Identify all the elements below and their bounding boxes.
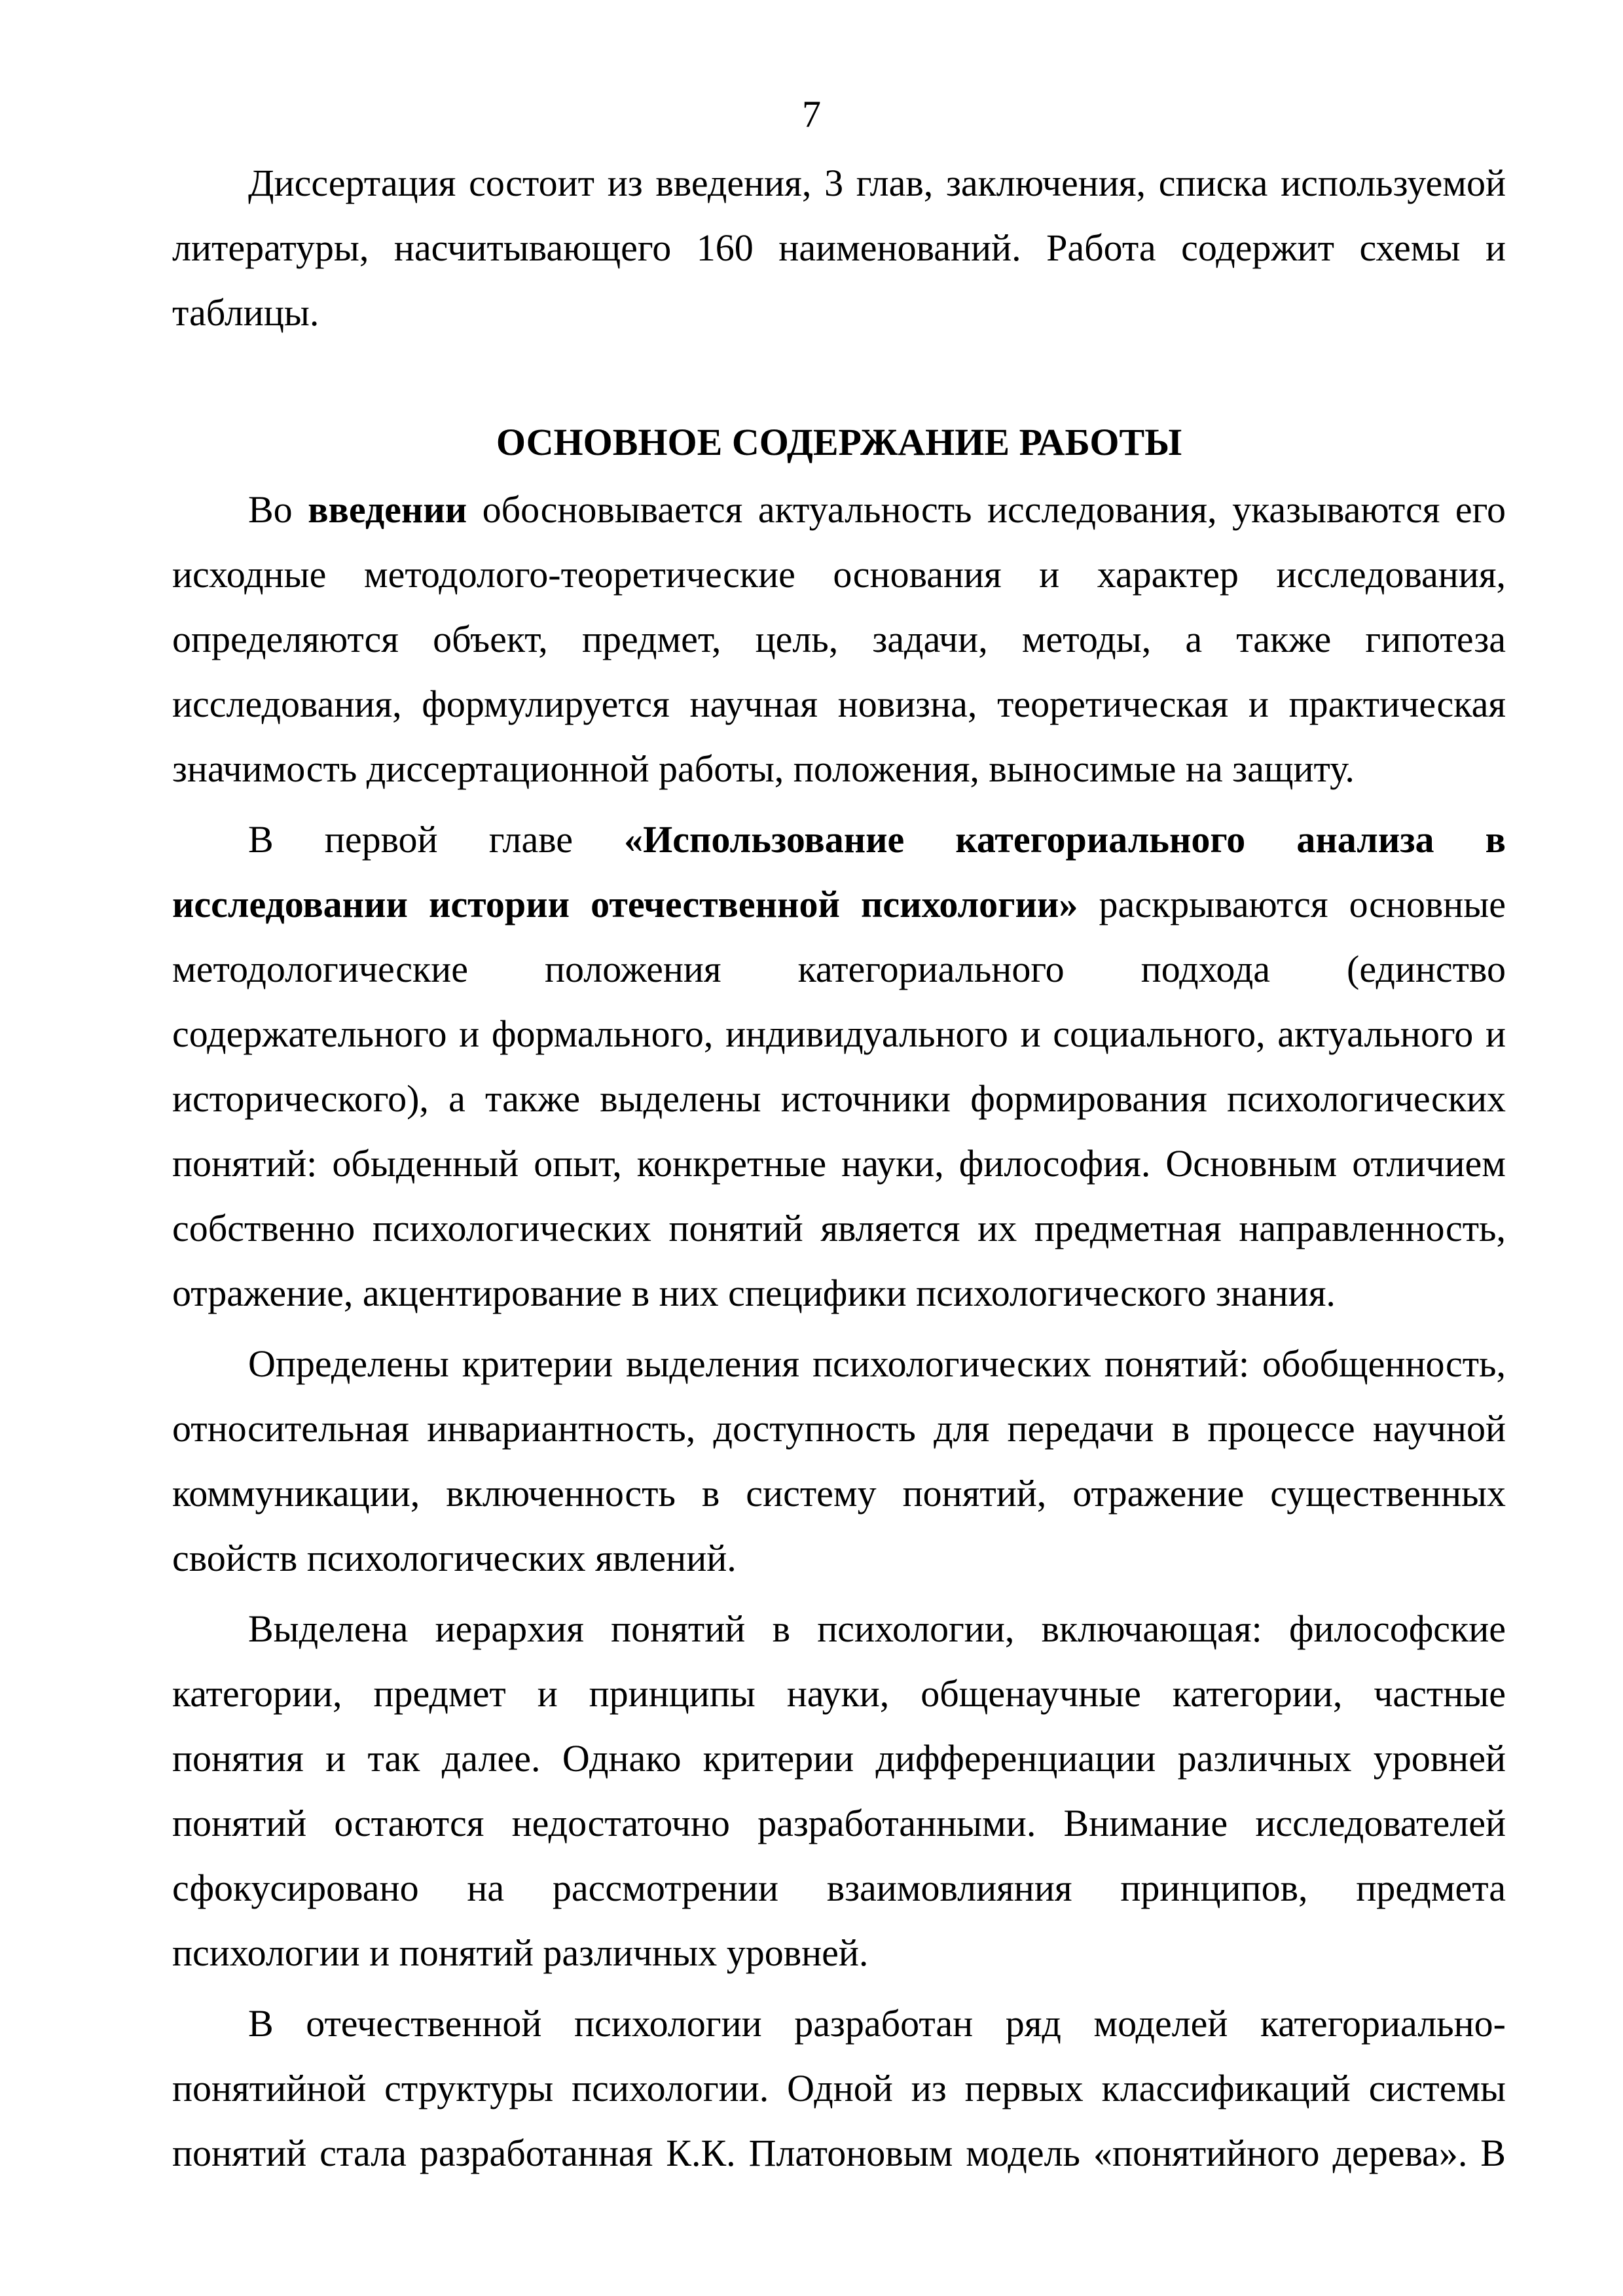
page-number: 7 (802, 93, 821, 135)
text-line (172, 1596, 1506, 1661)
text-line (172, 937, 1506, 1001)
text-segment: литературы, насчитывающего 160 наименований. Работа содержит схемы и (172, 226, 1506, 269)
text-segment: понятия и так далее. Однако критерии дифференциации различных уровней (172, 1737, 1506, 1780)
text-segment: понятийной структуры психологии. Одной из первых классификаций системы (172, 2067, 1506, 2109)
text-line (172, 477, 1506, 542)
text-segment: раскрываются основные (1078, 883, 1506, 925)
intro-section (172, 151, 1506, 345)
document-body (172, 151, 1506, 2191)
section-heading: ОСНОВНОЕ СОДЕРЖАНИЕ РАБОТЫ (496, 421, 1182, 463)
text-line (172, 1991, 1506, 2056)
text-line (172, 2056, 1506, 2121)
text-segment: относительная инвариантность, доступность для передачи в процессе научной (172, 1407, 1506, 1450)
paragraph (172, 1331, 1506, 1590)
text-segment: исторического), а также выделены источники формирования психологических (172, 1077, 1506, 1120)
text-segment: определяются объект, предмет, цель, задачи, методы, а также гипотеза (172, 618, 1506, 660)
text-segment: Во (248, 488, 308, 531)
text-line (172, 672, 1506, 736)
text-segment: понятий остаются недостаточно разработанными. Внимание исследователей (172, 1802, 1506, 1844)
text-segment: сфокусировано на рассмотрении взаимовлияния принципов, предмета (172, 1867, 1506, 1909)
text-line (172, 807, 1506, 872)
text-segment: Диссертация состоит из введения, 3 глав, заключения, списка используемой (248, 162, 1506, 204)
paragraph (172, 1991, 1506, 2185)
text-segment: отражение, акцентирование в них специфики психологического знания. (172, 1272, 1336, 1314)
text-line (172, 1920, 1506, 1985)
text-line (172, 1461, 1506, 1526)
text-segment: В первой главе (248, 818, 625, 861)
text-line (172, 280, 1506, 345)
bold-text: «Использование категориального анализа в (624, 818, 1506, 861)
text-line (172, 1396, 1506, 1461)
text-line (172, 1261, 1506, 1325)
text-segment: содержательного и формального, индивидуального и социального, актуального и (172, 1013, 1506, 1055)
text-line (172, 1196, 1506, 1261)
text-segment: психологии и понятий различных уровней. (172, 1931, 869, 1974)
main-section (172, 477, 1506, 2185)
text-line (172, 1331, 1506, 1396)
text-line (172, 2121, 1506, 2185)
text-line (172, 1526, 1506, 1590)
text-segment: понятий: обыденный опыт, конкретные науки, философия. Основным отличием (172, 1142, 1506, 1185)
paragraph (172, 807, 1506, 1325)
text-segment: категории, предмет и принципы науки, общенаучные категории, частные (172, 1672, 1506, 1715)
text-line (172, 1791, 1506, 1856)
text-segment: исходные методолого-теоретические основания и характер исследования, (172, 553, 1506, 596)
text-line (172, 607, 1506, 672)
paragraph (172, 477, 1506, 801)
text-line (172, 151, 1506, 215)
paragraph (172, 1596, 1506, 1985)
text-segment: В отечественной психологии разработан ряд моделей категориально- (248, 2002, 1506, 2045)
bold-text: исследовании истории отечественной психологии» (172, 883, 1078, 925)
text-segment: Определены критерии выделения психологических понятий: обобщенность, (248, 1342, 1506, 1385)
text-segment: методологические положения категориального подхода (единство (172, 948, 1506, 990)
text-line (172, 542, 1506, 607)
text-segment: Выделена иерархия понятий в психологии, включающая: философские (248, 1607, 1506, 1650)
text-segment: значимость диссертационной работы, положения, выносимые на защиту. (172, 747, 1355, 790)
text-line (172, 1726, 1506, 1791)
text-segment: коммуникации, включенность в систему понятий, отражение существенных (172, 1472, 1506, 1515)
text-line (172, 1131, 1506, 1196)
text-segment: исследования, формулируется научная новизна, теоретическая и практическая (172, 683, 1506, 725)
text-segment: таблицы. (172, 291, 319, 334)
text-line (172, 1001, 1506, 1066)
text-segment: понятий стала разработанная К.К. Платоновым модель «понятийного дерева». В (172, 2132, 1506, 2174)
text-segment: собственно психологических понятий является их предметная направленность, (172, 1207, 1506, 1249)
text-segment: свойств психологических явлений. (172, 1537, 737, 1579)
bold-text: введении (308, 488, 467, 531)
text-line (172, 736, 1506, 801)
text-segment: обосновывается актуальность исследования, указываются его (467, 488, 1506, 531)
text-line (172, 1856, 1506, 1920)
text-line (172, 1661, 1506, 1726)
text-line (172, 872, 1506, 937)
paragraph (172, 151, 1506, 345)
text-line (172, 215, 1506, 280)
text-line (172, 1066, 1506, 1131)
